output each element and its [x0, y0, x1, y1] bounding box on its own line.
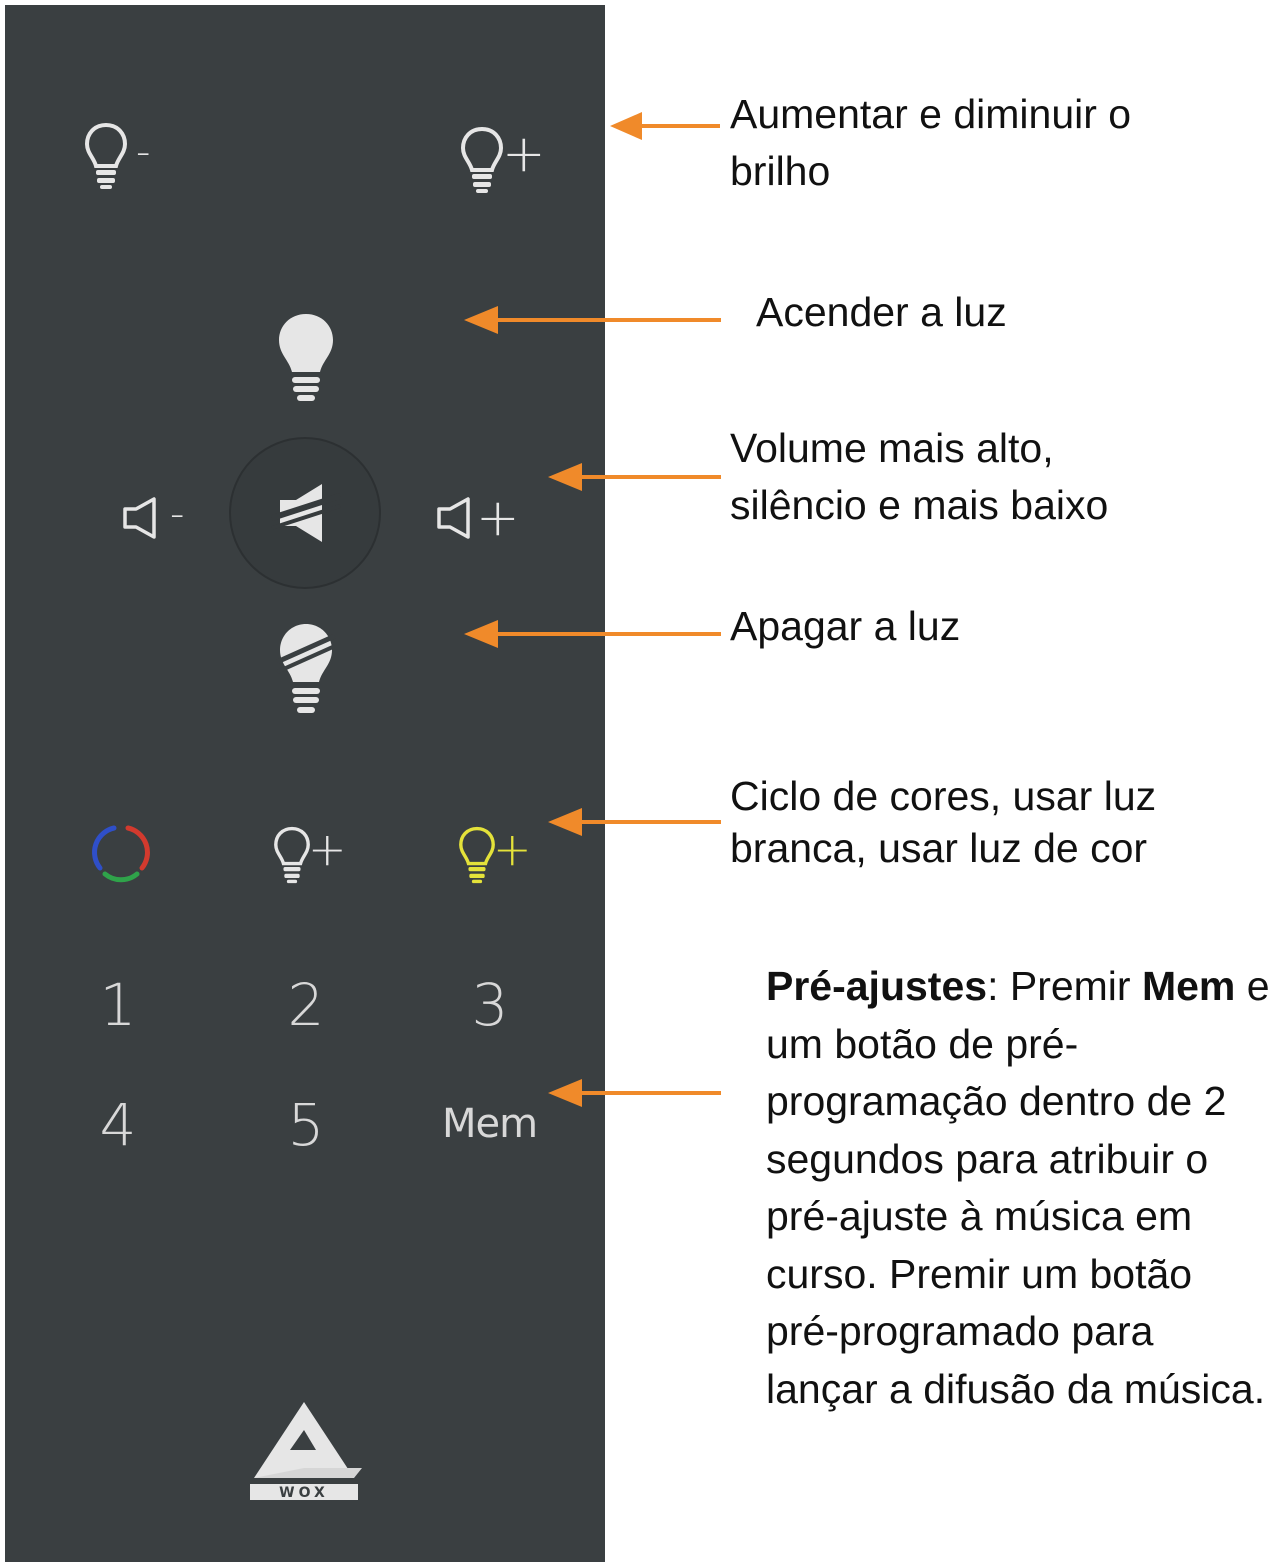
arrow-brightness — [608, 108, 723, 144]
preset-1-button[interactable]: 1 — [99, 971, 137, 1039]
bulb-outline-icon — [84, 122, 128, 190]
light-off-button[interactable] — [277, 622, 335, 716]
svg-text:WOX: WOX — [279, 1485, 329, 1501]
light-on-button[interactable] — [276, 312, 336, 404]
preset-2-button[interactable]: 2 — [287, 971, 325, 1039]
brightness-up-button[interactable] — [460, 126, 504, 194]
arrow-light-off — [462, 616, 724, 652]
annotation-volume: Volume mais alto, silêncio e mais baixo — [730, 425, 1109, 528]
volume-up-sign: + — [476, 488, 520, 548]
annotation-presets: Pré-ajustes: Premir Mem e um botão de pré- programação dentro de 2 segundos para atribuir o pré-ajuste à música em curso. Premir um botão pré-programado para lançar a difusão da música. — [766, 958, 1270, 1418]
speaker-muted-icon — [270, 478, 342, 548]
wox-logo-icon — [246, 1398, 362, 1502]
volume-down-sign: - — [170, 491, 185, 537]
wox-logo — [246, 1398, 362, 1502]
white-light-button[interactable] — [273, 826, 311, 884]
presets-first-line: Pré-ajustes: Premir Mem e — [766, 963, 1270, 1009]
annotation-brightness: Aumentar e diminuir o brilho — [730, 91, 1132, 194]
preset-3-button[interactable]: 3 — [471, 971, 509, 1039]
arrow-color — [546, 804, 724, 840]
annotation-light-on: Acender a luz — [756, 289, 1007, 335]
color-cycle-icon — [90, 822, 152, 884]
bulb-off-icon — [277, 622, 335, 716]
color-cycle-button[interactable] — [90, 822, 152, 884]
bulb-outline-icon — [273, 826, 311, 884]
mute-icon-wrap — [270, 478, 342, 548]
color-light-button[interactable] — [458, 826, 496, 884]
preset-5-button[interactable]: 5 — [287, 1091, 325, 1159]
mem-button[interactable]: Mem — [442, 1101, 538, 1147]
annotation-color: Ciclo de cores, usar luz branca, usar luz de cor — [730, 773, 1157, 871]
remote-panel — [5, 5, 605, 1562]
speaker-outline-icon — [122, 496, 168, 540]
color-light-sign: + — [493, 822, 532, 876]
white-light-sign: + — [308, 822, 347, 876]
volume-down-button[interactable] — [122, 496, 168, 540]
arrow-volume — [546, 459, 724, 495]
brightness-down-sign: - — [136, 129, 151, 175]
bulb-filled-icon — [276, 312, 336, 404]
brightness-up-sign: + — [502, 124, 546, 184]
arrow-presets — [546, 1075, 724, 1111]
bulb-yellow-icon — [458, 826, 496, 884]
brightness-down-button[interactable] — [84, 122, 128, 190]
arrow-light-on — [462, 302, 724, 338]
bulb-outline-icon — [460, 126, 504, 194]
annotation-light-off: Apagar a luz — [730, 603, 961, 649]
preset-4-button[interactable]: 4 — [99, 1091, 137, 1159]
